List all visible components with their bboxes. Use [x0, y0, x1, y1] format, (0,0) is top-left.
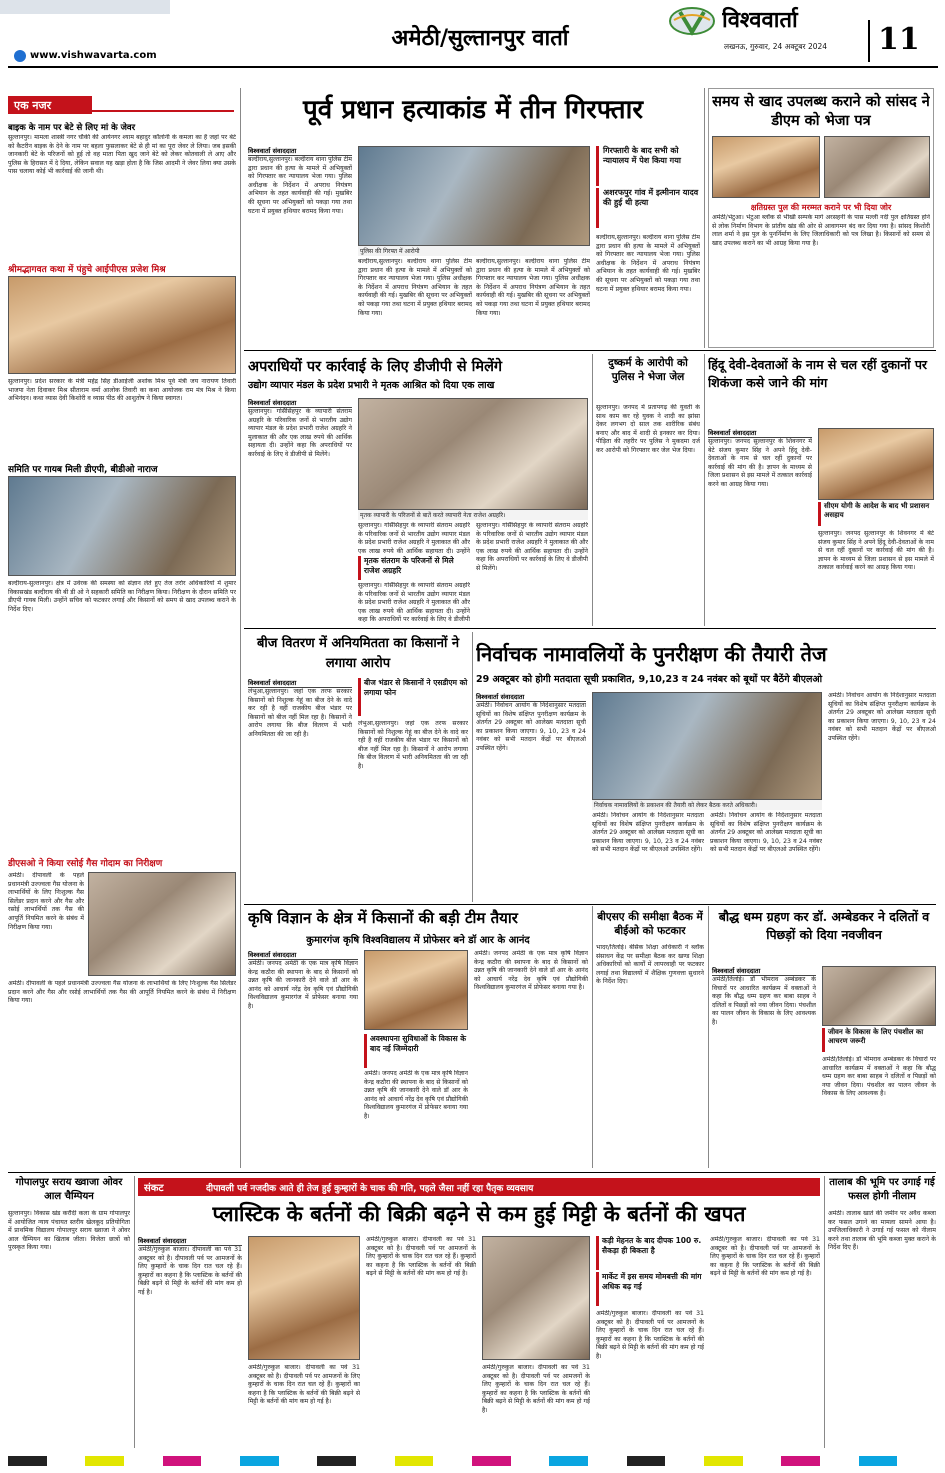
- right-top-headline: समय से खाद उपलब्ध कराने को सांसद ने डीएम को भेजा पत्र: [712, 93, 930, 129]
- bottom-body-col4: अमेठी/गुरुकुल बाजार। दीपावली का पर्व 31 अक्टूबर को है। दीपावली पर्व पर आमजनों के लिए कुम्हारों के चाक दिन रात चल रहे हैं। कुम्हारों का कहना है कि प्लास्टिक के बर्तनों की बिक्री बढ़ने से मिट्टी के बर्तनों की मांग कम हो गई है।: [482, 1364, 590, 1414]
- row-rule-1: [244, 350, 936, 351]
- beej-body-col2: लंभुआ,सुल्तानपुर। जहां एक तरफ सरकार किसानों को निशुल्क गेहूं का बीज देने के वादे कर रही है वहीं राजकीय बीज भंडार पर किसानों को बीज नहीं मिल रहा है। किसानों ने आरोप लगाया कि बीज वितरण में भारी अनियमितता की जा रही है।: [358, 720, 468, 770]
- website-link[interactable]: www.vishwavarta.com: [30, 50, 157, 61]
- lead-pull2-text: अशरफपुर गांव में इत्मीनान यादव की हुई थी हत्या: [603, 188, 699, 207]
- bottom-pull2-text: मार्केट में इस समय मोमबत्ती की मांग अधिक बढ़ गई: [602, 1272, 702, 1291]
- ek-nazar-label: एक नजर: [8, 96, 92, 114]
- beej-byline: विश्ववार्ता संवाददाता: [248, 678, 352, 688]
- col-divider-hindu: [704, 354, 705, 626]
- nirvachak-photo: [592, 692, 822, 800]
- bottom-body: अमेठी/गुरुकुल बाजार। दीपावली का पर्व 31 अक्टूबर को है। दीपावली पर्व पर आमजनों के लिए कुम्हारों के चाक दिन रात चल रहे हैं। कुम्हारों का कहना है कि प्लास्टिक के बर्तनों की बिक्री बढ़ने से मिट्टी के बर्तनों की मांग कम हो गई है।: [138, 1246, 242, 1296]
- bsa-headline: बीएसए की समीक्षा बैठक में बीईओ को फटकार: [597, 911, 703, 937]
- bottom-body-col6: अमेठी/गुरुकुल बाजार। दीपावली का पर्व 31 अक्टूबर को है। दीपावली पर्व पर आमजनों के लिए कुम्हारों के चाक दिन रात चल रहे हैं। कुम्हारों का कहना है कि प्लास्टिक के बर्तनों की बिक्री बढ़ने से मिट्टी के बर्तनों की मांग कम हो गई है।: [710, 1236, 820, 1278]
- dgp-headline: अपराधियों पर कार्रवाई के लिए डीजीपी से मिलेंगे: [248, 358, 503, 375]
- lead-photo-caption: पुलिस की गिरफ्त में आरोपी: [358, 246, 590, 256]
- row-rule-bottom: [8, 1172, 936, 1173]
- kumhar-photo-1: [248, 1236, 360, 1360]
- logo: [668, 6, 716, 36]
- col-divider-bottom-right: [824, 1176, 825, 1448]
- gas-godam-photo: [88, 872, 236, 976]
- col-divider-dgp: [592, 354, 593, 626]
- hindu-body: सुल्तानपुर। जनपद सुल्तानपुर के शिवनगर में बेटे संजय कुमार सिंह ने अपने हिंदू देवी-देवताओं के नाम से चल रहीं दुकानों पर कार्रवाई की मांग की है। ज्ञापन के माध्यम से जिला प्रशासन से इस मामले में तत्काल कार्रवाई करने का आग्रह किया गया।: [708, 438, 812, 488]
- hindu-photo-caption-text: सीएम योगी के आदेश के बाद भी प्रशासन असहाय: [824, 502, 930, 519]
- lead-headline: पूर्व प्रधान हत्याकांड में तीन गिरफ्तार: [303, 95, 643, 125]
- row-rule-2: [244, 628, 936, 629]
- header-rule: [8, 66, 938, 68]
- item1-head: बाइक के नाम पर बेटे से लिए मां के जेवर: [8, 123, 136, 133]
- bottom-body-col5: अमेठी/गुरुकुल बाजार। दीपावली का पर्व 31 अक्टूबर को है। दीपावली पर्व पर आमजनों के लिए कुम्हारों के चाक दिन रात चल रहे हैं। कुम्हारों का कहना है कि प्लास्टिक के बर्तनों की बिक्री बढ़ने से मिट्टी के बर्तनों की मांग कम हो गई है।: [596, 1310, 704, 1360]
- ek-nazar-rule: [92, 110, 234, 112]
- sankat-label: संकट: [144, 1183, 164, 1194]
- bauddh-photo: [822, 966, 936, 1026]
- bottom-pull1-text: कड़ी मेहनत के बाद दीपक 100 रु. सैकड़ा ही बिकता है: [602, 1236, 702, 1255]
- lead-photo: [358, 146, 590, 246]
- item3-body: बल्दीराय-सुल्तानपुर। क्षेत्र में उर्वरक की समस्या को संज्ञान लेते हुए तेज तर्रार अधिकारियों में शुमार विकासखंड बल्दीराय की बी डी ओ ने सहकारी समिति का निरीक्षण किया। निरीक्षण के दौरान समिति पर डीएपी गायब मिली। उन्होंने सचिव को फटकार लगाई और किसानों को समय से खाद उपलब्ध कराने के निर्देश दिए।: [8, 580, 236, 613]
- samiti-photo: [8, 476, 236, 576]
- dgp-body-col3: सुल्तानपुर। गोसैंसिंहपुर के व्यापारी संतराम अग्रहरि के परिवारिक जनों से भारतीय उद्योग व्यापार मंडल के प्रदेश प्रभारी राजेश अग्रहरि ने मुलाकात की और एक लाख रुपये की आर्थिक सहायता दी। उन्होंने कहा कि अपराधियों पर कार्रवाई के लिए वे डीजीपी: [358, 582, 470, 624]
- bottom-pull1: [596, 1236, 704, 1270]
- col-divider-bottom-left: [134, 1176, 135, 1448]
- bsa-body: भादर/तिलोई। बेसिक शिक्षा अधिकारी ने ब्लॉक संसाधन केंद्र पर समीक्षा बैठक कर खण्ड शिक्षा अधिकारियों को कार्यों में लापरवाही पर फटकार लगाई तथा विद्यालयों में शैक्षिक गुणवत्ता सुधारने के निर्देश दिए।: [596, 944, 704, 986]
- lead-body-col2: बल्दीराय,सुल्तानपुर। बल्दीराय थाना पुलिस टीम द्वारा प्रधान की हत्या के मामले में अभियुक्तों को गिरफ्तार कर न्यायालय भेजा गया। पुलिस अधीक्षक के निर्देशन में अपराध नियंत्रण अभियान के तहत कार्यवाही की गई। मुखबिर की सूचना पर अभियुक्तों को पकड़ा गया तथा घटना में प्रयुक्त हथियार बरामद किया गया।: [358, 258, 472, 317]
- nirvachak-body-col2: अमेठी। निर्वाचन आयोग के निर्देशानुसार मतदाता सूचियों का विशेष संक्षिप्त पुनरीक्षण कार्यक्रम के अंतर्गत 29 अक्टूबर को आलेख्य मतदाता सूची का प्रकाशन किया जाएगा। 9, 10, 23 व 24 नवंबर को सभी मतदान केंद्रों पर बीएलओ उपस्थित रहेंगे।: [592, 812, 704, 854]
- col-divider-left: [240, 88, 241, 1168]
- dgp-photo: [358, 398, 588, 510]
- masthead: [0, 0, 945, 68]
- page-number-separator: [868, 20, 870, 62]
- dgp-box: [358, 556, 470, 580]
- hindu-byline: विश्ववार्ता संवाददाता: [708, 428, 812, 438]
- dgp-body-col2: सुल्तानपुर। गोसैंसिंहपुर के व्यापारी संतराम अग्रहरि के परिवारिक जनों से भारतीय उद्योग व्यापार मंडल के प्रदेश प्रभारी राजेश अग्रहरि ने मुलाकात की और एक लाख रुपये की आर्थिक सहायता दी। उन्होंने: [358, 522, 470, 554]
- beej-headline: बीज वितरण में अनियमितता का किसानों ने लगाया आरोप: [256, 636, 460, 671]
- bottom-right-headline: तालाब की भूमि पर उगाई गई फसल होगी नीलाम: [829, 1177, 935, 1202]
- kumhar-photo-2: [482, 1236, 590, 1360]
- color-swatches: [8, 1456, 936, 1466]
- dgp-body: सुल्तानपुर। गोसैंसिंहपुर के व्यापारी संतराम अग्रहरि के परिवारिक जनों से भारतीय उद्योग व्यापार मंडल के प्रदेश प्रभारी राजेश अग्रहरि ने मुलाकात की और एक लाख रुपये की आर्थिक सहायता दी। उन्होंने कहा कि अपराधियों पर कार्रवाई के लिए वे डीजीपी से मिलेंगे।: [248, 408, 352, 458]
- bhagwat-katha-photo: [8, 276, 236, 374]
- bottom-pull2: [596, 1272, 704, 1306]
- dateline: लखनऊ, गुरुवार, 24 अक्टूबर 2024: [724, 42, 828, 51]
- dgp-box-text: मृतक संतराम के परिजनों से मिले राजेश अग्रहरि: [364, 556, 454, 575]
- bauddh-photo-caption-text: जीवन के विकास के लिए पंचशील का आचरण जरूरी: [828, 1028, 924, 1045]
- right-top-body: अमेठी/भेटुआ। भेटुआ ब्लॉक से भीखी सम्पर्क मार्ग अरसहनी के पास मल्ली नदी पुल क्षतिग्रस्त होने से लोक निर्माण विभाग के प्रांतीय खंड की ओर से आवागमन बंद कर दिया गया है। सांसद किशोरी लाल शर्मा ने इस पुल के पुनर्निर्माण के लिए जिलाधिकारी को पत्र लिखा है। किसानों को समय से खाद उपलब्ध कराने का भी आग्रह किया गया है।: [712, 214, 930, 247]
- bauddh-body: अमेठी/तिलोई। डॉ भीमराव अम्बेडकर के विचारों पर आधारित कार्यक्रम में वक्ताओं ने कहा कि बौद्ध धम्म ग्रहण कर बाबा साहब ने दलितों व पिछड़ों को नया जीवन दिया। पंचशील का पालन जीवन के विकास के लिए आवश्यक है।: [712, 976, 816, 1026]
- krishi-portrait: [364, 950, 468, 1030]
- beej-pull-text: बीज भंडार से किसानों ने एसडीएम को लगाया फोन: [364, 678, 468, 697]
- lead-byline: विश्ववार्ता संवाददाता: [248, 146, 352, 156]
- row-rule-3: [244, 904, 936, 905]
- lead-body-col3: बल्दीराय,सुल्तानपुर। बल्दीराय थाना पुलिस टीम द्वारा प्रधान की हत्या के मामले में अभियुक्तों को गिरफ्तार कर न्यायालय भेजा गया। पुलिस अधीक्षक के निर्देशन में अपराध नियंत्रण अभियान के तहत कार्यवाही की गई। मुखबिर की सूचना पर अभियुक्तों को पकड़ा गया तथा घटना में प्रयुक्त हथियार बरामद किया गया।: [476, 258, 590, 317]
- section-title: अमेठी/सुल्तानपुर वार्ता: [391, 25, 569, 51]
- dushkarm-headline: दुष्कर्म के आरोपी को पुलिस ने भेजा जेल: [608, 357, 688, 383]
- lead-pull1-text: गिरफ्तारी के बाद सभी को न्यायालय में पेश किया गया: [603, 146, 681, 165]
- krishi-body-col3: अमेठी। जनपद अमेठी के एक मात्र कृषि विज्ञान केन्द्र कठौरा की स्थापना के बाद से किसानों को उन्नत कृषि की जानकारी देने वाले डॉ आर के आनंद को आचार्य नरेंद्र देव कृषि एवं प्रौद्योगिकी विश्वविद्यालय कुमारगंज में प्रोफेसर बनाया गया है।: [474, 950, 588, 992]
- krishi-byline: विश्ववार्ता संवाददाता: [248, 950, 358, 960]
- col-divider-bauddh: [708, 906, 709, 1168]
- dgp-body-col4: सुल्तानपुर। गोसैंसिंहपुर के व्यापारी संतराम अग्रहरि के परिवारिक जनों से भारतीय उद्योग व्यापार मंडल के प्रदेश प्रभारी राजेश अग्रहरि ने मुलाकात की और एक लाख रुपये की आर्थिक सहायता दी। उन्होंने कहा कि अपराधियों पर कार्रवाई के लिए वे डीजीपी से मिलेंगे।: [476, 522, 588, 572]
- dushkarm-body: सुल्तानपुर। जनपद में प्रतापगढ़ की युवती के साथ काम कर रहे युवक ने शादी का झांसा देकर लगभग दो साल तक शारीरिक संबंध बनाए और बाद में शादी से इनकार कर दिया। पीड़िता की तहरीर पर पुलिस ने मुकदमा दर्ज कर आरोपी को गिरफ्तार कर जेल भेज दिया।: [596, 404, 700, 454]
- web-icon: [14, 50, 26, 62]
- bottom-right-body: अमेठी। तालाब खाते की जमीन पर अवैध कब्जा कर फसल उगाने का मामला सामने आया है। उपजिलाधिकारी ने उगाई गई फसल को नीलाम करने तथा तालाब की भूमि कब्जा मुक्त कराने के निर्देश दिए हैं।: [828, 1210, 936, 1252]
- hindu-body-col2: सुल्तानपुर। जनपद सुल्तानपुर के शिवनगर में बेटे संजय कुमार सिंह ने अपने हिंदू देवी-देवताओं के नाम से चल रहीं दुकानों पर कार्रवाई की मांग की है। ज्ञापन के माध्यम से जिला प्रशासन से इस मामले में तत्काल कार्रवाई करने का आग्रह किया गया।: [818, 530, 934, 572]
- bauddh-byline: विश्ववार्ता संवाददाता: [712, 966, 816, 976]
- nirvachak-body-col4: अमेठी। निर्वाचन आयोग के निर्देशानुसार मतदाता सूचियों का विशेष संक्षिप्त पुनरीक्षण कार्यक्रम के अंतर्गत 29 अक्टूबर को आलेख्य मतदाता सूची का प्रकाशन किया जाएगा। 9, 10, 23 व 24 नवंबर को सभी मतदान केंद्रों पर बीएलओ उपस्थित रहेंगे।: [828, 692, 936, 742]
- item2-head: श्रीमद्भागवत कथा में पंहुचे आईपीएस प्रजेश मिश्र: [8, 265, 166, 275]
- bauddh-body-col2: अमेठी/तिलोई। डॉ भीमराव अम्बेडकर के विचारों पर आधारित कार्यक्रम में वक्ताओं ने कहा कि बौद्ध धम्म ग्रहण कर बाबा साहब ने दलितों व पिछड़ों को नया जीवन दिया। पंचशील का पालन जीवन के विकास के लिए आवश्यक है।: [822, 1056, 936, 1098]
- nirvachak-photo-caption: निर्वाचक नामावलियों के प्रकाशन की तैयारी को लेकर बैठक करते अधिकारी।: [592, 800, 822, 810]
- item4-caption: अमेठी। दीपावली के पहले प्रधानमंत्री उज्ज्वला गैस योजना के लाभार्थियों के लिए निःशुल्क गैस सिलेंडर प्रदान करने और गैस और रसोई लाभार्थियों तक गैस की आपूर्ति नियमित करने के संबंध में निरीक्षण किया गया।: [8, 872, 84, 931]
- col-divider-krishi: [592, 906, 593, 1168]
- hindu-photo: [818, 428, 934, 500]
- nirvachak-headline: निर्वाचक नामावलियों के पुनरीक्षण की तैयारी तेज: [476, 642, 827, 666]
- bottom-left-headline: गोपालपुर सराय ख्वाजा ओवर आल चैम्पियन: [15, 1177, 123, 1202]
- nirvachak-subhead: 29 अक्टूबर को होगी मतदाता सूची प्रकाशित, 9,10,23 व 24 नवंबर को बूथों पर बैठेंगे बीएलओ: [476, 674, 823, 685]
- col-divider-beej: [472, 632, 473, 902]
- krishi-body: अमेठी। जनपद अमेठी के एक मात्र कृषि विज्ञान केन्द्र कठौरा की स्थापना के बाद से किसानों को उन्नत कृषि की जानकारी देने वाले डॉ आर के आनंद को आचार्य नरेंद्र देव कृषि एवं प्रौद्योगिकी विश्वविद्यालय कुमारगंज में प्रोफेसर बनाया गया है।: [248, 960, 358, 1010]
- krishi-subhead: कुमारगंज कृषि विश्वविद्यालय में प्रोफेसर बने डॉ आर के आनंद: [306, 935, 530, 946]
- beej-body: लंभुआ,सुल्तानपुर। जहां एक तरफ सरकार किसानों को निशुल्क गेहूं का बीज देने के वादे कर रही है वहीं राजकीय बीज भंडार पर किसानों को बीज नहीं मिल रहा है। किसानों ने आरोप लगाया कि बीज वितरण में भारी अनियमितता की जा रही है।: [248, 688, 352, 738]
- lead-pull2: [596, 188, 700, 228]
- right-top-subhead: क्षतिग्रस्त पुल की मरम्मत कराने पर भी दिया जोर: [750, 203, 892, 212]
- krishi-pull: [364, 1034, 468, 1068]
- bottom-body-col3: अमेठी/गुरुकुल बाजार। दीपावली का पर्व 31 अक्टूबर को है। दीपावली पर्व पर आमजनों के लिए कुम्हारों के चाक दिन रात चल रहे हैं। कुम्हारों का कहना है कि प्लास्टिक के बर्तनों की बिक्री बढ़ने से मिट्टी के बर्तनों की मांग कम हो गई है।: [366, 1236, 476, 1278]
- nirvachak-byline: विश्ववार्ता संवाददाता: [476, 692, 586, 702]
- page-corner-tab: [0, 0, 170, 14]
- item1-body: सुल्तानपुर। मामला शास्त्री नगर चौकी की आर्यनगर श्याम बहादुर कॉलोनी के कमला का है जहां पर बेटे को कैटरीन बाइक के देने के नाम पर बहला फुसलाकर बेटे से ही मां का पूरा जेवर ले लिया। जब इसकी जानकारी बेटे के परिजनों को हुई तो वह माता पिता खुद जाने बेटे को लेकर कोतवाली ले आए और पुलिस के हिरासत में दे दिया, लेकिन सवाल यह खड़ा होता है कि जिस आदमी ने जेवर लिया क्या उसके पास चलाया कोई भी कार्रवाई की जानी थी।: [8, 134, 236, 176]
- dgp-subhead: उद्योग व्यापार मंडल के प्रदेश प्रभारी ने मृतक आश्रित को दिया एक लाख: [248, 380, 495, 391]
- sankat-kicker: दीपावली पर्व नजदीक आते ही तेज हुई कुम्हारों के चाक की गति, पहले जैसा नहीं रहा पैतृक व्यवसाय: [206, 1184, 534, 1194]
- right-top-photo-1: [712, 136, 820, 198]
- bauddh-photo-caption: [822, 1028, 936, 1052]
- brand-name: विश्ववार्ता: [722, 7, 798, 33]
- bottom-headline: प्लास्टिक के बर्तनों की बिक्री बढ़ने से कम हुई मिट्टी के बर्तनों की खपत: [212, 1201, 746, 1226]
- item2-caption: सुल्तानपुर। प्रदेश सरकार के मंत्री महेंद्र सिंह डीआईजी अशोक मिश्र पूर्व मंत्री जय नारायण तिवारी भाजपा नेता दिवाकर मिश्र सीताराम वर्मा आलोक तिवारी का कथा आयोजक राम मंत्र मिश्र ने किया अभिनंदन। कथा व्यास देवी किशोरी व व्यास पीठ की आशुतोष ने किया स्वागत।: [8, 378, 236, 403]
- nirvachak-body: अमेठी। निर्वाचन आयोग के निर्देशानुसार मतदाता सूचियों का विशेष संक्षिप्त पुनरीक्षण कार्यक्रम के अंतर्गत 29 अक्टूबर को आलेख्य मतदाता सूची का प्रकाशन किया जाएगा। 9, 10, 23 व 24 नवंबर को सभी मतदान केंद्रों पर बीएलओ उपस्थित रहेंगे।: [476, 702, 586, 752]
- bottom-byline: विश्ववार्ता संवाददाता: [138, 1236, 242, 1246]
- krishi-pull-text: अवस्थापना सुविधाओं के विकास के बाद नई जिम्मेदारी: [370, 1034, 467, 1053]
- bottom-body-col2: अमेठी/गुरुकुल बाजार। दीपावली का पर्व 31 अक्टूबर को है। दीपावली पर्व पर आमजनों के लिए कुम्हारों के चाक दिन रात चल रहे हैं। कुम्हारों का कहना है कि प्लास्टिक के बर्तनों की बिक्री बढ़ने से मिट्टी के बर्तनों की मांग कम हो गई है।: [248, 1364, 360, 1406]
- hindu-headline: हिंदू देवी-देवताओं के नाम से चल रहीं दुकानों पर शिकंजा कसे जाने की मांग: [708, 357, 928, 390]
- color-registration-bar: [8, 1456, 936, 1466]
- bauddh-headline: बौद्ध धम्म ग्रहण कर डॉ. अम्बेडकर ने दलितों व पिछड़ों को दिया नवजीवन: [718, 909, 930, 942]
- item4-head: डीएसओ ने किया रसोई गैस गोदाम का निरीक्षण: [8, 859, 163, 869]
- dgp-photo-caption: मृतक व्यापारी के परिजनों से बातें करते व्यापारी नेता राजेश अग्रहरि।: [358, 510, 588, 520]
- item4-continued: अमेठी। दीपावली के पहले प्रधानमंत्री उज्ज्वला गैस योजना के लाभार्थियों के लिए निःशुल्क गैस सिलेंडर प्रदान करने और गैस और रसोई लाभार्थियों तक गैस की आपूर्ति नियमित करने के संबंध में निरीक्षण किया गया।: [8, 980, 236, 1005]
- hindu-photo-caption: [818, 502, 934, 526]
- dgp-byline: विश्ववार्ता संवाददाता: [248, 398, 352, 408]
- lead-body: बल्दीराय,सुल्तानपुर। बल्दीराय थाना पुलिस टीम द्वारा प्रधान की हत्या के मामले में अभियुक्तों को गिरफ्तार कर न्यायालय भेजा गया। पुलिस अधीक्षक के निर्देशन में अपराध नियंत्रण अभियान के तहत कार्यवाही की गई। मुखबिर की सूचना पर अभियुक्तों को पकड़ा गया तथा घटना में प्रयुक्त हथियार बरामद किया गया।: [248, 156, 352, 215]
- col-divider-mid: [704, 88, 705, 348]
- krishi-body-col2: अमेठी। जनपद अमेठी के एक मात्र कृषि विज्ञान केन्द्र कठौरा की स्थापना के बाद से किसानों को उन्नत कृषि की जानकारी देने वाले डॉ आर के आनंद को आचार्य नरेंद्र देव कृषि एवं प्रौद्योगिकी विश्वविद्यालय कुमारगंज में प्रोफेसर बनाया गया है।: [364, 1070, 468, 1120]
- right-top-photo-2: [824, 136, 930, 198]
- item3-head: समिति पर गायब मिली डीएपी, बीडीओ नाराज: [8, 465, 158, 475]
- beej-pull: [358, 678, 468, 716]
- page-number: 11: [878, 22, 920, 57]
- nirvachak-body-col3: अमेठी। निर्वाचन आयोग के निर्देशानुसार मतदाता सूचियों का विशेष संक्षिप्त पुनरीक्षण कार्यक्रम के अंतर्गत 29 अक्टूबर को आलेख्य मतदाता सूची का प्रकाशन किया जाएगा। 9, 10, 23 व 24 नवंबर को सभी मतदान केंद्रों पर बीएलओ उपस्थित रहेंगे।: [710, 812, 822, 854]
- lead-pull1: [596, 146, 700, 186]
- lead-body-col4: बल्दीराय,सुल्तानपुर। बल्दीराय थाना पुलिस टीम द्वारा प्रधान की हत्या के मामले में अभियुक्तों को गिरफ्तार कर न्यायालय भेजा गया। पुलिस अधीक्षक के निर्देशन में अपराध नियंत्रण अभियान के तहत कार्यवाही की गई। मुखबिर की सूचना पर अभियुक्तों को पकड़ा गया तथा घटना में प्रयुक्त हथियार बरामद किया गया।: [596, 234, 700, 293]
- vishwavarta-logo-icon: [668, 6, 716, 36]
- bottom-left-body: सुल्तानपुर। विकास खंड करौंदी कला के ग्राम गोपालपुर में आयोजित न्याय पंचायत स्तरीय खेलकूद प्रतियोगिता में प्राथमिक विद्यालय गोपालपुर सराय ख्वाजा ने ओवर आल चैम्पियन का खिताब जीता। विजेता छात्रों को पुरस्कृत किया गया।: [8, 1210, 130, 1252]
- krishi-headline: कृषि विज्ञान के क्षेत्र में किसानों की बड़ी टीम तैयार: [248, 909, 518, 927]
